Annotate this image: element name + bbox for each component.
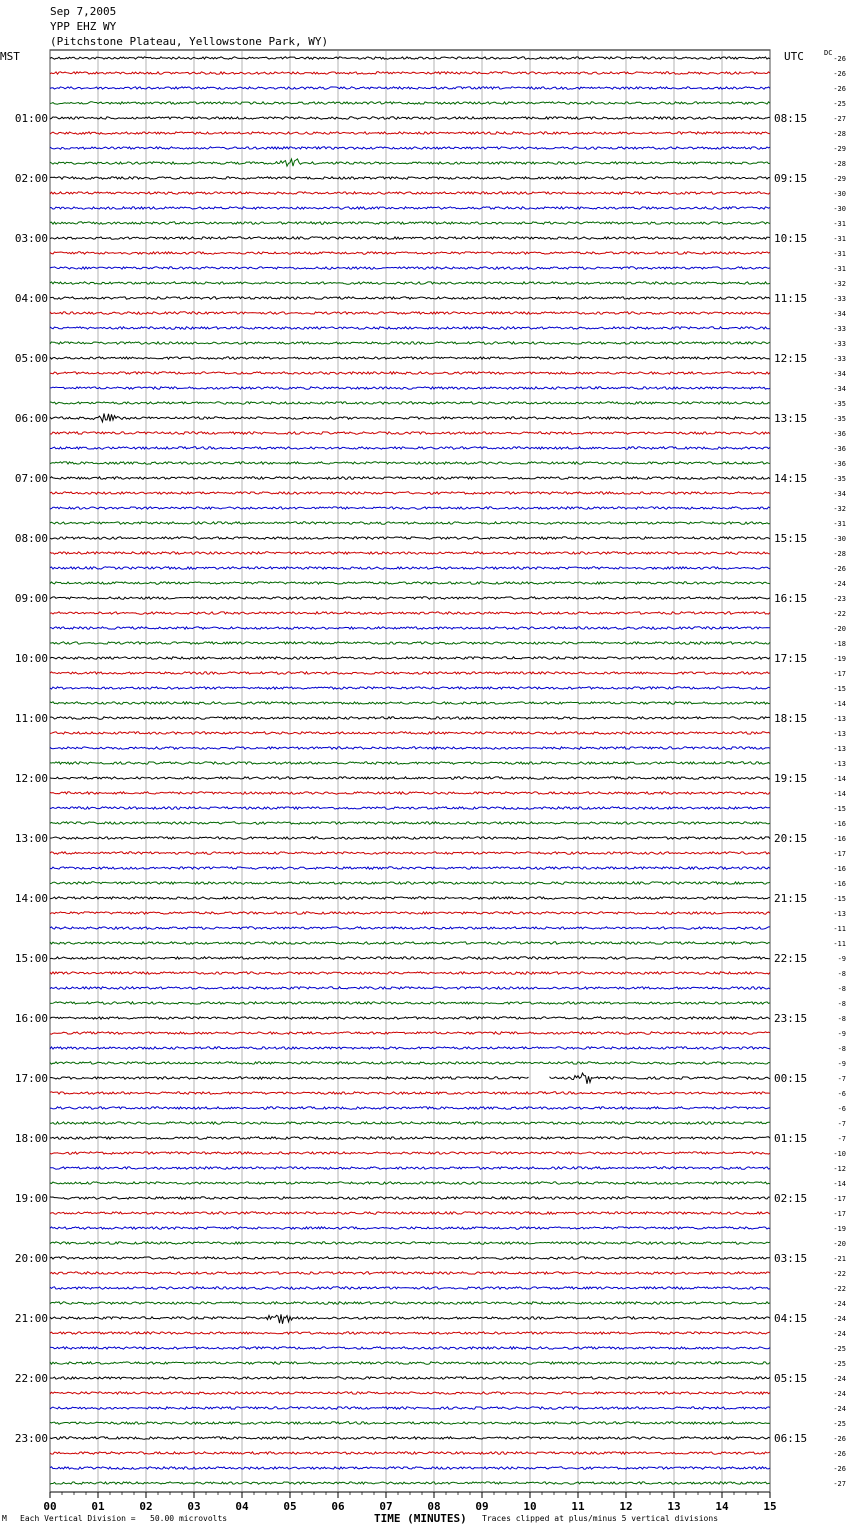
utc-hour-label: 09:15 bbox=[774, 172, 808, 185]
seismic-trace bbox=[50, 672, 770, 674]
x-tick-label: 15 bbox=[763, 1500, 777, 1513]
dc-offset-label: -15 bbox=[833, 685, 846, 693]
seismic-trace bbox=[50, 582, 770, 584]
utc-hour-label: 01:15 bbox=[774, 1132, 808, 1145]
dc-offset-label: -16 bbox=[833, 835, 846, 843]
dc-offset-label: -9 bbox=[837, 955, 846, 963]
seismic-trace bbox=[50, 57, 770, 59]
mst-hour-label: 18:00 bbox=[14, 1132, 48, 1145]
seismic-trace bbox=[50, 1452, 770, 1454]
dc-offset-label: -13 bbox=[833, 715, 846, 723]
x-tick-label: 06 bbox=[331, 1500, 345, 1513]
seismic-trace bbox=[50, 222, 770, 224]
left-zone-label: MST bbox=[0, 50, 20, 63]
plot-frame bbox=[50, 50, 770, 1492]
seismic-trace bbox=[50, 567, 770, 569]
mst-hour-label: 22:00 bbox=[14, 1372, 48, 1385]
seismic-trace bbox=[50, 657, 770, 659]
seismic-trace bbox=[50, 792, 770, 794]
mst-hour-label: 02:00 bbox=[14, 172, 48, 185]
dc-offset-label: -34 bbox=[833, 490, 846, 498]
x-tick-label: 12 bbox=[619, 1500, 633, 1513]
dc-offset-label: -26 bbox=[833, 1435, 846, 1443]
dc-offset-label: -8 bbox=[837, 970, 846, 978]
seismic-trace bbox=[50, 147, 770, 149]
mst-hour-label: 03:00 bbox=[14, 232, 48, 245]
seismic-trace bbox=[50, 237, 770, 239]
dc-offset-label: -13 bbox=[833, 745, 846, 753]
dc-offset-label: -27 bbox=[833, 115, 846, 123]
dc-offset-label: -25 bbox=[833, 1345, 846, 1353]
utc-hour-label: 10:15 bbox=[774, 232, 808, 245]
dc-offset-label: -18 bbox=[833, 640, 846, 648]
seismic-trace bbox=[50, 1257, 770, 1259]
mst-hour-label: 09:00 bbox=[14, 592, 48, 605]
seismic-trace bbox=[50, 132, 770, 134]
scale-note: Each Vertical Division = 50.00 microvolts bbox=[20, 1514, 228, 1523]
mst-hour-label: 07:00 bbox=[14, 472, 48, 485]
mst-hour-label: 08:00 bbox=[14, 532, 48, 545]
dc-offset-label: -8 bbox=[837, 1045, 846, 1053]
seismic-trace bbox=[50, 1314, 770, 1324]
seismic-trace bbox=[50, 687, 770, 689]
dc-offset-label: -15 bbox=[833, 805, 846, 813]
dc-offset-label: -30 bbox=[833, 190, 846, 198]
dc-offset-label: -13 bbox=[833, 910, 846, 918]
dc-offset-label: -6 bbox=[837, 1105, 846, 1113]
seismic-trace bbox=[50, 1422, 770, 1424]
dc-offset-label: -33 bbox=[833, 355, 846, 363]
dc-offset-label: -24 bbox=[833, 1375, 846, 1383]
mst-hour-label: 01:00 bbox=[14, 112, 48, 125]
seismic-trace bbox=[50, 1122, 770, 1124]
seismic-trace bbox=[50, 207, 770, 209]
seismic-trace bbox=[50, 297, 770, 299]
utc-hour-label: 13:15 bbox=[774, 412, 808, 425]
x-tick-label: 00 bbox=[43, 1500, 57, 1513]
dc-offset-label: -28 bbox=[833, 130, 846, 138]
seismic-trace bbox=[50, 447, 770, 449]
utc-hour-label: 19:15 bbox=[774, 772, 808, 785]
seismic-trace bbox=[50, 72, 770, 74]
dc-offset-label: -6 bbox=[837, 1090, 846, 1098]
x-axis-title: TIME (MINUTES) bbox=[374, 1512, 467, 1525]
dc-offset-label: -33 bbox=[833, 325, 846, 333]
utc-hour-label: 14:15 bbox=[774, 472, 808, 485]
mst-hour-label: 04:00 bbox=[14, 292, 48, 305]
seismic-trace bbox=[50, 1392, 770, 1394]
dc-offset-label: -19 bbox=[833, 655, 846, 663]
seismic-trace bbox=[50, 192, 770, 194]
x-tick-label: 11 bbox=[571, 1500, 585, 1513]
seismic-trace bbox=[50, 1197, 770, 1199]
seismic-trace bbox=[50, 1302, 770, 1304]
dc-offset-label: -30 bbox=[833, 205, 846, 213]
seismic-trace bbox=[50, 402, 770, 404]
corner-mark: M bbox=[2, 1514, 7, 1523]
mst-hour-label: 12:00 bbox=[14, 772, 48, 785]
seismic-trace bbox=[50, 642, 770, 644]
seismic-trace bbox=[50, 972, 770, 974]
dc-offset-label: -26 bbox=[833, 70, 846, 78]
mst-hour-label: 11:00 bbox=[14, 712, 48, 725]
dc-offset-label: -11 bbox=[833, 940, 846, 948]
dc-offset-label: -29 bbox=[833, 175, 846, 183]
seismic-trace bbox=[50, 1017, 770, 1019]
x-tick-label: 05 bbox=[283, 1500, 297, 1513]
seismic-trace bbox=[50, 837, 770, 839]
seismic-trace bbox=[50, 537, 770, 539]
dc-offset-label: -24 bbox=[833, 1405, 846, 1413]
seismic-trace bbox=[50, 912, 770, 914]
seismic-trace bbox=[50, 1362, 770, 1364]
seismic-trace bbox=[50, 732, 770, 734]
utc-hour-label: 04:15 bbox=[774, 1312, 808, 1325]
dc-offset-label: -27 bbox=[833, 1480, 846, 1488]
dc-offset-label: -35 bbox=[833, 400, 846, 408]
dc-offset-label: -24 bbox=[833, 1390, 846, 1398]
dc-offset-label: -31 bbox=[833, 235, 846, 243]
seismic-trace bbox=[50, 507, 770, 509]
dc-offset-label: -17 bbox=[833, 1210, 846, 1218]
dc-offset-label: -23 bbox=[833, 595, 846, 603]
utc-hour-label: 00:15 bbox=[774, 1072, 808, 1085]
seismic-trace bbox=[50, 117, 770, 119]
mst-hour-label: 17:00 bbox=[14, 1072, 48, 1085]
utc-hour-label: 20:15 bbox=[774, 832, 808, 845]
x-tick-label: 02 bbox=[139, 1500, 153, 1513]
seismic-trace bbox=[50, 1287, 770, 1289]
seismic-trace bbox=[50, 1182, 770, 1184]
seismic-trace bbox=[50, 807, 770, 809]
seismic-trace bbox=[50, 822, 770, 824]
seismic-trace bbox=[50, 522, 770, 524]
seismic-trace bbox=[50, 267, 770, 269]
dc-offset-label: -14 bbox=[833, 1180, 846, 1188]
mst-hour-label: 14:00 bbox=[14, 892, 48, 905]
seismic-trace bbox=[50, 597, 770, 599]
dc-offset-label: -16 bbox=[833, 880, 846, 888]
dc-offset-label: -22 bbox=[833, 1285, 846, 1293]
seismic-trace bbox=[50, 477, 770, 479]
seismic-trace bbox=[50, 1047, 770, 1049]
dc-offset-label: -21 bbox=[833, 1255, 846, 1263]
utc-hour-label: 23:15 bbox=[774, 1012, 808, 1025]
dc-offset-label: -12 bbox=[833, 1165, 846, 1173]
dc-offset-label: -31 bbox=[833, 220, 846, 228]
dc-offset-label: -30 bbox=[833, 535, 846, 543]
seismic-trace bbox=[50, 327, 770, 329]
utc-hour-label: 18:15 bbox=[774, 712, 808, 725]
dc-offset-label: -34 bbox=[833, 385, 846, 393]
seismic-trace bbox=[50, 342, 770, 344]
seismic-trace bbox=[50, 1227, 770, 1229]
header-station: YPP EHZ WY bbox=[50, 20, 117, 33]
dc-offset-label: -16 bbox=[833, 865, 846, 873]
x-tick-label: 01 bbox=[91, 1500, 105, 1513]
dc-offset-label: -8 bbox=[837, 985, 846, 993]
mst-hour-label: 06:00 bbox=[14, 412, 48, 425]
seismic-trace bbox=[50, 1407, 770, 1409]
utc-hour-label: 15:15 bbox=[774, 532, 808, 545]
mst-hour-label: 21:00 bbox=[14, 1312, 48, 1325]
dc-label: DC bbox=[824, 49, 833, 57]
dc-offset-label: -25 bbox=[833, 1420, 846, 1428]
dc-offset-label: -29 bbox=[833, 145, 846, 153]
dc-offset-label: -36 bbox=[833, 460, 846, 468]
seismic-trace bbox=[50, 927, 770, 929]
x-tick-label: 07 bbox=[379, 1500, 393, 1513]
seismic-trace bbox=[50, 414, 770, 422]
seismic-trace bbox=[50, 1272, 770, 1274]
x-tick-label: 09 bbox=[475, 1500, 489, 1513]
dc-offset-label: -33 bbox=[833, 340, 846, 348]
seismic-trace bbox=[50, 627, 770, 629]
dc-offset-label: -34 bbox=[833, 370, 846, 378]
seismic-trace bbox=[50, 942, 770, 944]
dc-offset-label: -31 bbox=[833, 520, 846, 528]
seismic-trace bbox=[50, 462, 770, 464]
seismic-trace bbox=[50, 1167, 770, 1169]
dc-offset-label: -9 bbox=[837, 1030, 846, 1038]
seismic-trace bbox=[50, 1137, 770, 1139]
dc-offset-label: -11 bbox=[833, 925, 846, 933]
dc-offset-label: -13 bbox=[833, 760, 846, 768]
utc-hour-label: 11:15 bbox=[774, 292, 808, 305]
seismic-trace bbox=[50, 312, 770, 314]
seismic-trace bbox=[50, 777, 770, 779]
seismic-trace bbox=[50, 432, 770, 434]
seismic-trace bbox=[50, 897, 770, 899]
dc-offset-label: -15 bbox=[833, 895, 846, 903]
dc-offset-label: -26 bbox=[833, 565, 846, 573]
seismic-trace bbox=[50, 1107, 770, 1109]
seismic-trace bbox=[50, 282, 770, 284]
seismic-trace bbox=[50, 957, 770, 959]
dc-offset-label: -8 bbox=[837, 1000, 846, 1008]
dc-offset-label: -36 bbox=[833, 445, 846, 453]
mst-hour-label: 16:00 bbox=[14, 1012, 48, 1025]
seismic-trace bbox=[50, 1377, 770, 1379]
seismic-trace bbox=[50, 867, 770, 869]
dc-offset-label: -22 bbox=[833, 610, 846, 618]
dc-offset-label: -32 bbox=[833, 280, 846, 288]
mst-hour-label: 05:00 bbox=[14, 352, 48, 365]
dc-offset-label: -17 bbox=[833, 1195, 846, 1203]
seismic-trace bbox=[50, 1073, 770, 1084]
dc-offset-label: -7 bbox=[837, 1120, 846, 1128]
dc-offset-label: -31 bbox=[833, 250, 846, 258]
clip-note: Traces clipped at plus/minus 5 vertical divisions bbox=[482, 1514, 719, 1523]
seismic-trace bbox=[50, 1482, 770, 1484]
seismic-trace bbox=[50, 1437, 770, 1439]
dc-offset-label: -13 bbox=[833, 730, 846, 738]
mst-hour-label: 19:00 bbox=[14, 1192, 48, 1205]
utc-hour-label: 16:15 bbox=[774, 592, 808, 605]
dc-offset-label: -7 bbox=[837, 1075, 846, 1083]
dc-offset-label: -24 bbox=[833, 1300, 846, 1308]
dc-offset-label: -17 bbox=[833, 670, 846, 678]
dc-offset-label: -17 bbox=[833, 850, 846, 858]
seismic-trace bbox=[50, 492, 770, 494]
dc-offset-label: -20 bbox=[833, 625, 846, 633]
dc-offset-label: -25 bbox=[833, 100, 846, 108]
dc-offset-label: -34 bbox=[833, 310, 846, 318]
seismic-trace bbox=[50, 1242, 770, 1244]
seismic-trace bbox=[50, 1032, 770, 1034]
utc-hour-label: 08:15 bbox=[774, 112, 808, 125]
seismic-trace bbox=[50, 987, 770, 989]
seismic-trace bbox=[50, 1092, 770, 1094]
utc-hour-label: 12:15 bbox=[774, 352, 808, 365]
mst-hour-label: 13:00 bbox=[14, 832, 48, 845]
dc-offset-label: -22 bbox=[833, 1270, 846, 1278]
mst-hour-label: 10:00 bbox=[14, 652, 48, 665]
x-tick-label: 08 bbox=[427, 1500, 441, 1513]
x-tick-label: 14 bbox=[715, 1500, 729, 1513]
seismic-trace bbox=[50, 159, 770, 166]
dc-offset-label: -26 bbox=[833, 85, 846, 93]
dc-offset-label: -26 bbox=[833, 55, 846, 63]
dc-offset-label: -9 bbox=[837, 1060, 846, 1068]
dc-offset-label: -20 bbox=[833, 1240, 846, 1248]
seismic-trace bbox=[50, 1347, 770, 1349]
dc-offset-label: -28 bbox=[833, 550, 846, 558]
dc-offset-label: -16 bbox=[833, 820, 846, 828]
utc-hour-label: 21:15 bbox=[774, 892, 808, 905]
seismic-trace bbox=[50, 762, 770, 764]
dc-offset-label: -19 bbox=[833, 1225, 846, 1233]
mst-hour-label: 15:00 bbox=[14, 952, 48, 965]
dc-offset-label: -25 bbox=[833, 1360, 846, 1368]
dc-offset-label: -8 bbox=[837, 1015, 846, 1023]
seismic-trace bbox=[50, 1002, 770, 1004]
dc-offset-label: -35 bbox=[833, 415, 846, 423]
x-tick-label: 10 bbox=[523, 1500, 537, 1513]
x-tick-label: 03 bbox=[187, 1500, 201, 1513]
seismic-trace bbox=[50, 552, 770, 554]
dc-offset-label: -28 bbox=[833, 160, 846, 168]
dc-offset-label: -32 bbox=[833, 505, 846, 513]
dc-offset-label: -26 bbox=[833, 1465, 846, 1473]
utc-hour-label: 02:15 bbox=[774, 1192, 808, 1205]
seismic-trace bbox=[50, 747, 770, 749]
dc-offset-label: -7 bbox=[837, 1135, 846, 1143]
dc-offset-label: -24 bbox=[833, 580, 846, 588]
seismic-trace bbox=[50, 882, 770, 884]
seismic-trace bbox=[50, 102, 770, 104]
mst-hour-label: 23:00 bbox=[14, 1432, 48, 1445]
x-tick-label: 13 bbox=[667, 1500, 681, 1513]
dc-offset-label: -14 bbox=[833, 700, 846, 708]
dc-offset-label: -33 bbox=[833, 295, 846, 303]
dc-offset-label: -10 bbox=[833, 1150, 846, 1158]
utc-hour-label: 17:15 bbox=[774, 652, 808, 665]
seismic-trace bbox=[50, 702, 770, 704]
seismic-trace bbox=[50, 1152, 770, 1154]
dc-offset-label: -36 bbox=[833, 430, 846, 438]
seismic-trace bbox=[50, 852, 770, 854]
dc-offset-label: -35 bbox=[833, 475, 846, 483]
right-zone-label: UTC bbox=[784, 50, 804, 63]
utc-hour-label: 05:15 bbox=[774, 1372, 808, 1385]
x-tick-label: 04 bbox=[235, 1500, 249, 1513]
mst-hour-label: 20:00 bbox=[14, 1252, 48, 1265]
dc-offset-label: -26 bbox=[833, 1450, 846, 1458]
utc-hour-label: 22:15 bbox=[774, 952, 808, 965]
seismic-trace bbox=[50, 1212, 770, 1214]
header-location: (Pitchstone Plateau, Yellowstone Park, WY) bbox=[50, 35, 329, 48]
dc-offset-label: -14 bbox=[833, 775, 846, 783]
utc-hour-label: 06:15 bbox=[774, 1432, 808, 1445]
seismic-trace bbox=[50, 612, 770, 614]
seismic-trace bbox=[50, 177, 770, 179]
utc-hour-label: 03:15 bbox=[774, 1252, 808, 1265]
seismic-trace bbox=[50, 387, 770, 389]
dc-offset-label: -24 bbox=[833, 1315, 846, 1323]
header-date: Sep 7,2005 bbox=[50, 5, 117, 18]
seismic-trace bbox=[50, 252, 770, 254]
seismic-trace bbox=[50, 1467, 770, 1469]
dc-offset-label: -14 bbox=[833, 790, 846, 798]
dc-offset-label: -24 bbox=[833, 1330, 846, 1338]
seismic-trace bbox=[50, 357, 770, 359]
dc-offset-label: -31 bbox=[833, 265, 846, 273]
seismic-trace bbox=[50, 87, 770, 89]
seismic-trace bbox=[50, 1332, 770, 1334]
seismic-trace bbox=[50, 1062, 770, 1064]
seismic-trace bbox=[50, 372, 770, 374]
seismic-trace bbox=[50, 717, 770, 719]
